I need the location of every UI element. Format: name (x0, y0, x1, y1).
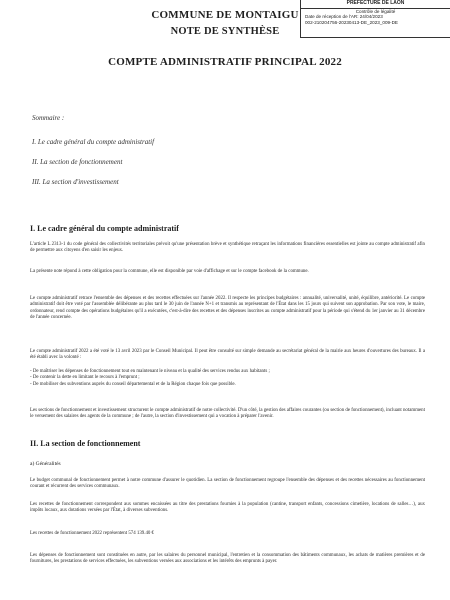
section-2-paragraph-3 (30, 531, 425, 537)
section-1-bullet-list (30, 369, 425, 388)
section-2-paragraph-1: Le budget communal de fonctionnement permet à notre commune d'assurer le quotidien. La section de fonctionnement regroupe l'ensemble des dépenses et des recettes nécessaires au fonctionnement courant et récurrent des services communaux. (30, 478, 425, 490)
section-1-title: I. Le cadre général du compte administratif (30, 224, 179, 233)
sommaire-item-2: II. La section de fonctionnement (32, 158, 123, 166)
section-1-paragraph-4: Le compte administratif 2022 a été voté le 13 avril 2023 par le Conseil Municipal. Il peut être consulté sur simple demande au secrétariat général de la mairie aux heures d'ouvertures des bureaux. Il a été établi avec la volonté : (30, 349, 425, 361)
synthese-title: NOTE DE SYNTHÈSE (170, 26, 280, 37)
recettes-value: 574 139.40 € (128, 531, 155, 536)
stamp-title: PREFECTURE DE LAON (301, 0, 450, 9)
section-1-paragraph-2: La présente note répond à cette obligation pour la commune, elle est disponible par voie d'affichage et sur le compte facebook de la commune. (30, 269, 309, 274)
stamp-line-3: 002-210204756-20230413-DE_2023_009-DE (305, 19, 398, 25)
section-2-subtitle: a) Généralités (30, 461, 61, 467)
bullet-item: - De mobiliser des subventions auprès du conseil départemental et de la Région chaque fois que possible. (30, 381, 236, 387)
recettes-label: Les recettes de fonctionnement 2022 représentent (30, 531, 129, 536)
stamp-line-1: Contrôle de légalité (355, 8, 396, 14)
sommaire (32, 114, 154, 198)
stamp-line-2: Date de réception de l'AR: 24/04/2023 (305, 14, 383, 20)
section-2-title: II. La section de fonctionnement (30, 439, 141, 448)
document-title: COMPTE ADMINISTRATIF PRINCIPAL 2022 (108, 56, 342, 68)
commune-title: COMMUNE DE MONTAIGU (151, 9, 299, 21)
sommaire-item-3: III. La section d'investissement (32, 178, 119, 186)
sommaire-title: Sommaire : (32, 114, 65, 122)
section-2-paragraph-4: Les dépenses de fonctionnement sont constituées en autre, par les salaires du personnel municipal, l'entretien et la consommation des bâtiments communaux, les achats de matières premières et de fournitures, les prestations de services effectuées, les subventions versées aux associations et les intérêts des emprunts à payer. (30, 553, 425, 565)
sommaire-item-1: I. Le cadre général du compte administratif (32, 138, 155, 146)
bullet-item: - De maîtriser les dépenses de fonctionnement tout en maintenant le niveau et la qualité des services rendus aux habitants ; (30, 369, 270, 374)
section-1-paragraph-1: L'article L 2313-1 du code général des collectivités territoriales prévoit qu'une présentation brève et synthétique retraçant les informations financières essentielles est jointe au compte administratif afin de permettre aux citoyens d'en saisir les enjeux. (30, 242, 425, 254)
section-2-paragraph-2: Les recettes de fonctionnement correspondent aux sommes encaissées au titre des prestations fournies à la population (cantine, transport enfants, concessions cimetière, locations de salles…), aux impôts locaux, aux dotations versées par l'État, à diverses subventions. (30, 502, 425, 514)
section-1-paragraph-5: Les sections de fonctionnement et investissement structurent le compte administratif de notre collectivité. D'un côté, la gestion des affaires courantes (ou section de fonctionnement), incluant notamment le versement des salaires des agents de la commune ; de l'autre, la section d'investissement qui a vocation à préparer l'avenir. (30, 408, 425, 420)
section-1-paragraph-3: Le compte administratif retrace l'ensemble des dépenses et des recettes effectuées sur l'année 2022. Il respecte les principes budgétaires : annualité, universalité, unité, équilibre, antériorité. Le compte administratif doit être voté par l'assemblée délibérante au plus tard le 30 juin de l'année N+1 et transmis au représentant de l'État dans les 15 jours qui suivent son approbation. Par son vote, le maire, ordonnateur, rend compte des opérations budgétaires qu'il a exécutées, c'est-à-dire des recettes et des dépenses inscrites au compte administratif pour la période qui s'étend du 1er janvier au 31 décembre de l'année concernée. (30, 296, 425, 321)
bullet-item: - De contenir la dette en limitant le recours à l'emprunt ; (30, 375, 140, 381)
